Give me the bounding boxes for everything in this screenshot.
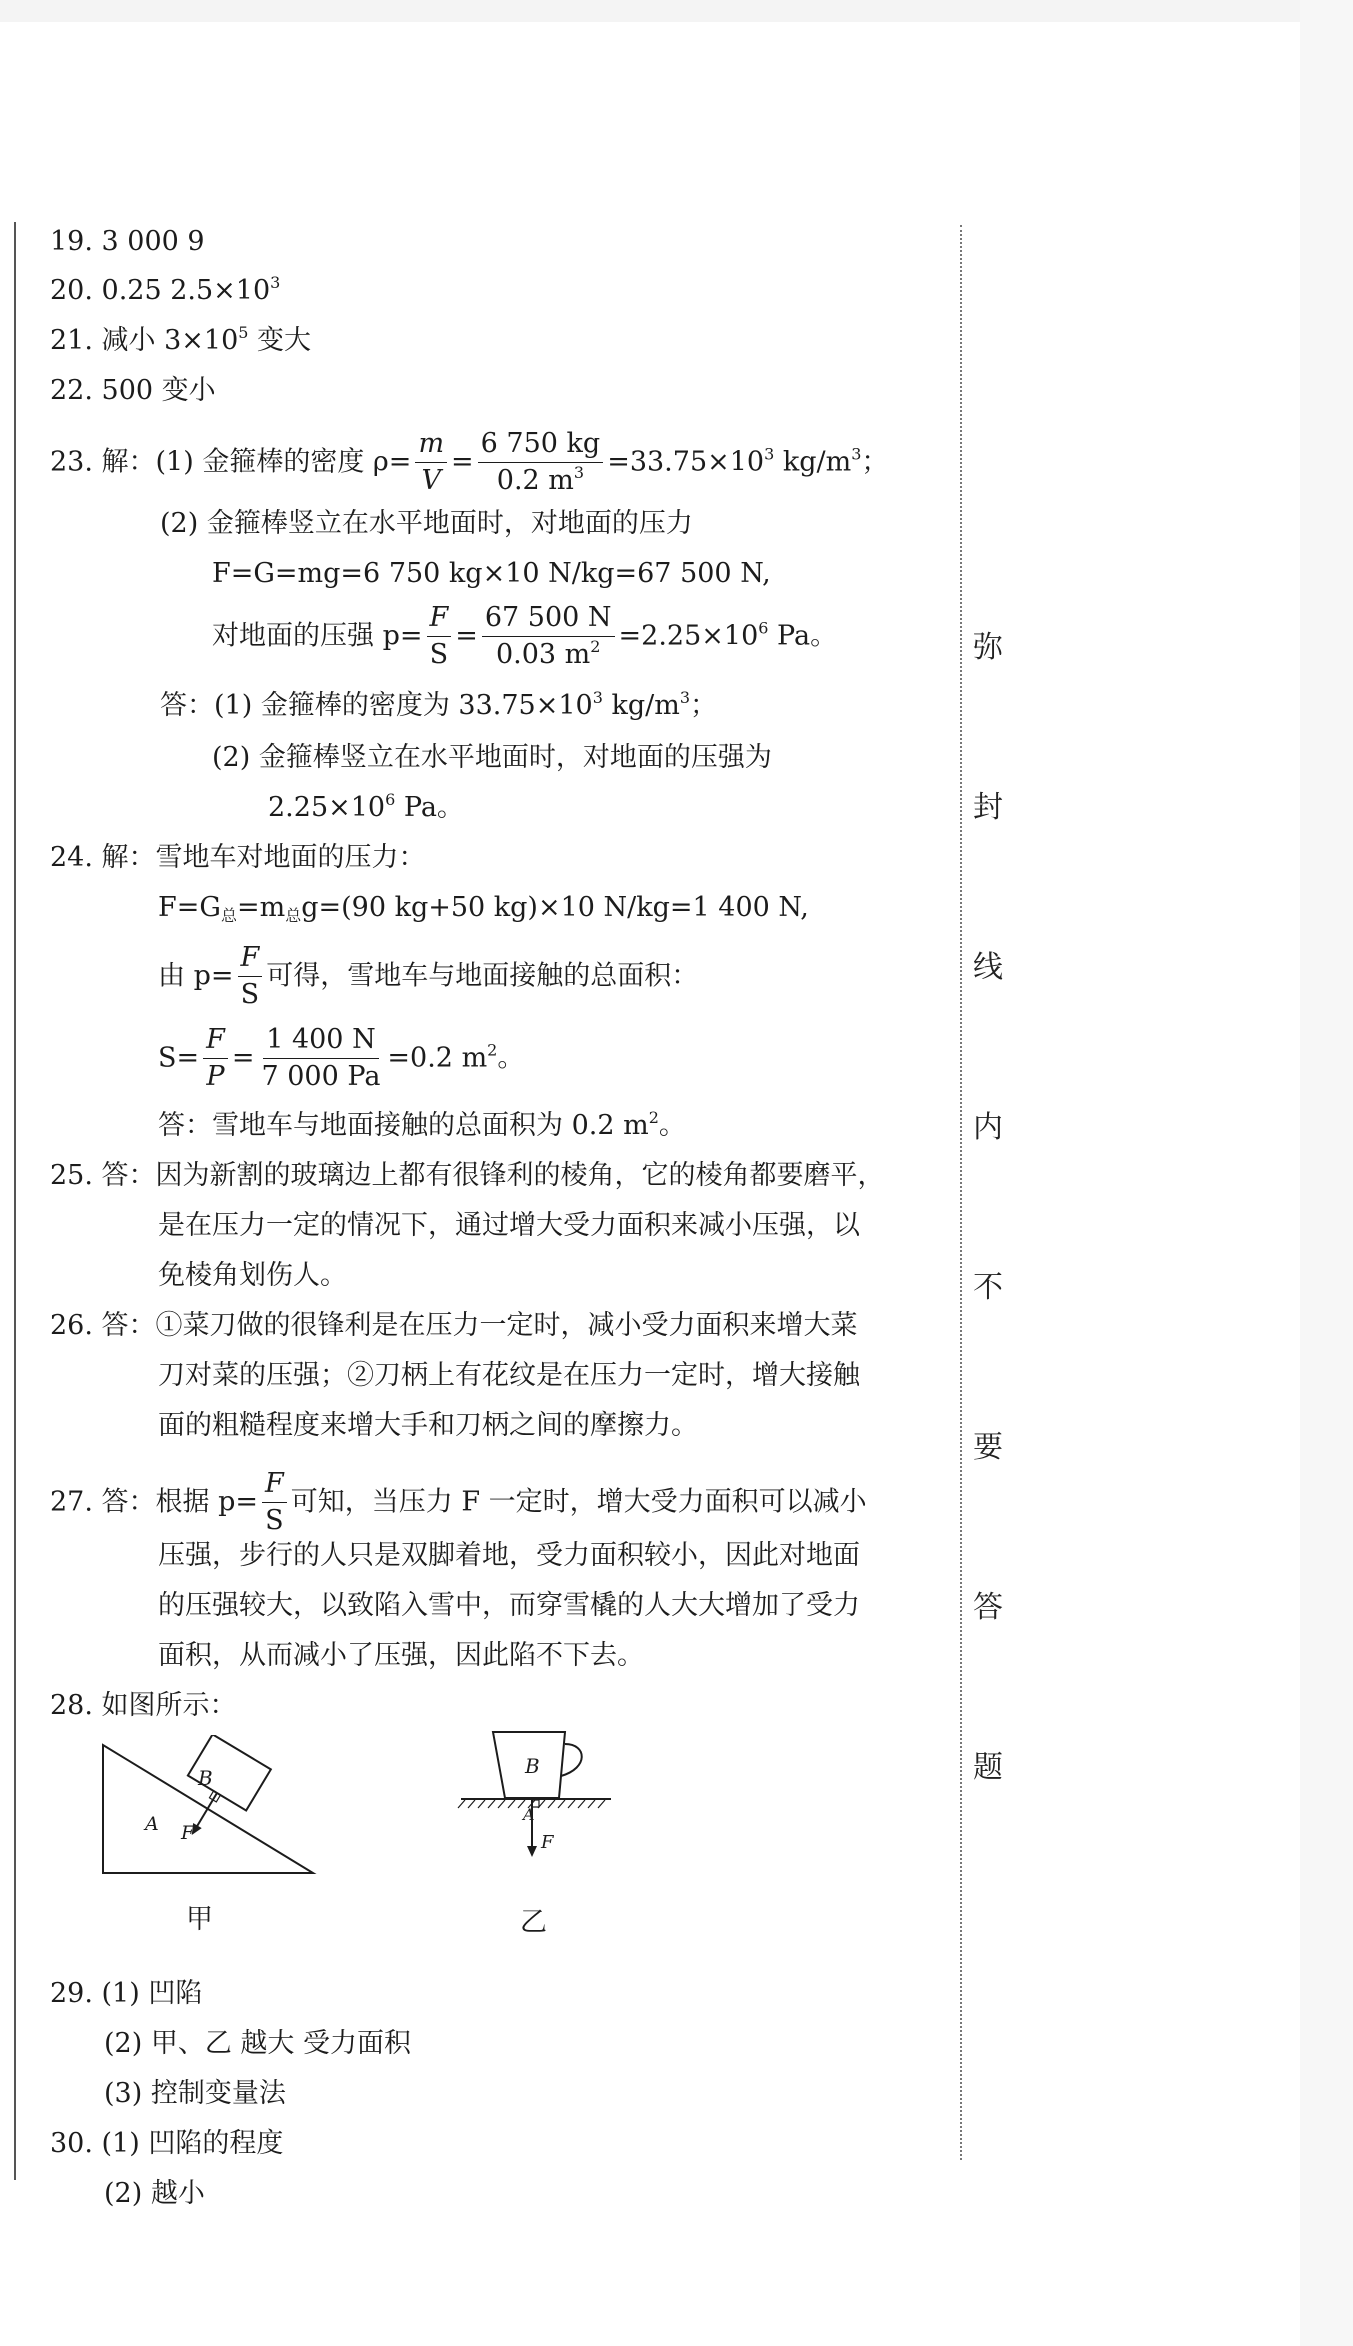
q23-line-4 [212, 602, 837, 672]
fraction [415, 428, 447, 498]
q24-line-1: 24. 解：雪地车对地面的压力： [50, 842, 426, 873]
answer-21 [50, 325, 311, 357]
q23-text: =2.25×10 [618, 620, 759, 652]
fraction [427, 602, 452, 672]
answer-22: 22. 500 变小 [50, 375, 216, 406]
numerator: m [415, 428, 447, 463]
q25-line-3: 免棱角划伤人。 [158, 1260, 347, 1291]
numerator: 6 750 kg [478, 428, 604, 463]
q27-line-3: 的压强较大，以致陷入雪中，而穿雪橇的人大大增加了受力 [158, 1590, 860, 1621]
q23-text: =33.75×10 [607, 446, 765, 478]
seal-char: 要 [973, 1430, 1003, 1465]
q23-text: Pa。 [768, 620, 838, 652]
numerator: F [427, 602, 452, 637]
q23-line-2: (2) 金箍棒竖立在水平地面时，对地面的压力 [160, 508, 693, 539]
top-scan-strip [0, 0, 1353, 22]
q23-text: ； [690, 690, 717, 721]
q25-line-1: 25. 答：因为新割的玻璃边上都有很锋利的棱角，它的棱角都要磨平， [50, 1160, 885, 1191]
q24-text: 。 [497, 1042, 525, 1074]
seal-dotted-line [960, 225, 962, 2160]
seal-char: 答 [973, 1590, 1003, 1625]
left-margin-rule [14, 222, 16, 2180]
q23-answer-3 [268, 792, 464, 824]
q26-line-2: 刀对菜的压强；②刀柄上有花纹是在压力一定时，增大接触 [158, 1360, 860, 1391]
q24-text: S= [158, 1042, 200, 1074]
q24-text: =0.2 m [387, 1042, 488, 1074]
exponent: 3 [573, 463, 585, 483]
seal-char: 题 [973, 1750, 1003, 1785]
denominator: P [206, 1061, 225, 1093]
numerator: F [262, 1468, 287, 1503]
fraction [262, 1468, 287, 1538]
exponent: 3 [764, 444, 775, 464]
q24-text: 由 p= [158, 960, 234, 992]
q27-text: 可知，当压力 F 一定时，增大受力面积可以减小 [290, 1486, 867, 1518]
numerator: F [238, 942, 263, 977]
answer-21-text: 变大 [248, 325, 312, 356]
denominator-text: 0.03 m [495, 639, 591, 671]
q24-text: g=(90 kg+50 kg)×10 N/kg=1 400 N, [301, 892, 809, 923]
exponent: 2 [487, 1040, 498, 1060]
exponent: 3 [679, 688, 690, 707]
q29-line-1: 29. (1) 凹陷 [50, 1978, 203, 2009]
q24-line-4 [158, 1024, 524, 1094]
figure-cup [455, 1720, 625, 1910]
exponent: 6 [385, 790, 396, 809]
q24-text: 。 [658, 1110, 686, 1141]
q24-text: =m [236, 892, 286, 923]
subscript: 总 [220, 906, 237, 925]
fraction [478, 428, 604, 498]
q24-answer [158, 1110, 686, 1142]
q23-line-3: F=G=mg=6 750 kg×10 N/kg=67 500 N, [212, 558, 771, 589]
q23-text: ； [861, 446, 889, 478]
answer-21-text: 21. 减小 3×10 [50, 325, 239, 356]
q24-text: 答：雪地车与地面接触的总面积为 0.2 m [158, 1110, 649, 1141]
denominator [494, 463, 587, 497]
q25-line-2: 是在压力一定的情况下，通过增大受力面积来减小压强，以 [158, 1210, 860, 1241]
q28-intro: 28. 如图所示： [50, 1690, 237, 1721]
seal-char: 内 [973, 1110, 1003, 1145]
answer-20 [50, 275, 280, 307]
denominator: V [421, 465, 441, 497]
point-label: A [145, 1813, 159, 1835]
denominator: S [240, 979, 260, 1011]
exponent: 3 [270, 273, 281, 292]
seal-char: 封 [973, 790, 1003, 825]
seal-char: 不 [973, 1270, 1003, 1305]
force-label: F [541, 1832, 554, 1853]
q30-line-1: 30. (1) 凹陷的程度 [50, 2128, 284, 2159]
denominator: 7 000 Pa [261, 1061, 381, 1093]
q24-line-3 [158, 942, 698, 1012]
q24-line-2 [158, 892, 809, 924]
denominator [493, 637, 604, 671]
subscript: 总 [285, 906, 302, 925]
force-label: F [181, 1822, 195, 1844]
q23-text: kg/m [602, 690, 680, 721]
seal-char: 线 [973, 950, 1003, 985]
q23-text: Pa。 [395, 792, 464, 823]
exponent: 2 [590, 637, 601, 657]
denominator: S [265, 1505, 284, 1537]
q23-text: 对地面的压强 p= [212, 620, 423, 652]
q23-answer-1 [160, 690, 717, 722]
exponent: 6 [758, 618, 769, 638]
denominator-text: 0.2 m [496, 465, 574, 497]
q27-text: 27. 答：根据 p= [50, 1486, 259, 1518]
q27-line-1 [50, 1468, 867, 1538]
denominator: S [429, 639, 449, 671]
answer-20-text: 20. 0.25 2.5×10 [50, 275, 271, 306]
q23-text: 2.25×10 [268, 792, 386, 823]
equals: = [451, 446, 474, 478]
figure-incline [95, 1735, 335, 1885]
numerator: 67 500 N [482, 602, 615, 637]
q29-line-3: (3) 控制变量法 [104, 2078, 286, 2109]
fraction [238, 942, 263, 1012]
q26-line-3: 面的粗糙程度来增大手和刀柄之间的摩擦力。 [158, 1410, 698, 1441]
equals: = [455, 620, 478, 652]
seal-char: 弥 [973, 630, 1003, 665]
fraction [482, 602, 615, 672]
q23-answer-2: (2) 金箍棒竖立在水平地面时，对地面的压强为 [212, 742, 772, 773]
equals: = [231, 1042, 255, 1074]
q27-line-2: 压强，步行的人只是双脚着地，受力面积较小，因此对地面 [158, 1540, 860, 1571]
q24-text: 可得，雪地车与地面接触的总面积： [266, 960, 699, 992]
q29-line-2: (2) 甲、乙 越大 受力面积 [104, 2028, 411, 2059]
q27-line-4: 面积，从而减小了压强，因此陷不下去。 [158, 1640, 644, 1671]
figure-caption-jia: 甲 [186, 1904, 213, 1935]
exponent: 3 [851, 444, 862, 464]
q26-line-1: 26. 答：①菜刀做的很锋利是在压力一定时，减小受力面积来增大菜 [50, 1310, 858, 1341]
q23-text: kg/m [774, 446, 852, 478]
answer-19: 19. 3 000 9 [50, 226, 205, 257]
numerator: F [203, 1024, 228, 1059]
right-scan-strip [1300, 0, 1353, 2346]
q23-line-1 [50, 428, 888, 498]
q24-text: F=G [158, 892, 221, 923]
exponent: 5 [238, 323, 249, 342]
block-label: B [198, 1766, 213, 1790]
exponent: 2 [648, 1108, 659, 1127]
exponent: 3 [592, 688, 603, 707]
q30-line-2: (2) 越小 [104, 2178, 205, 2209]
fraction [203, 1024, 228, 1094]
q23-text: 答：(1) 金箍棒的密度为 33.75×10 [160, 690, 593, 721]
block-label: B [525, 1754, 540, 1778]
figure-caption-yi: 乙 [520, 1907, 547, 1938]
numerator: 1 400 N [263, 1024, 379, 1059]
point-label: A [523, 1805, 535, 1824]
q23-text: 23. 解：(1) 金箍棒的密度 ρ= [50, 446, 412, 478]
fraction [258, 1024, 383, 1094]
